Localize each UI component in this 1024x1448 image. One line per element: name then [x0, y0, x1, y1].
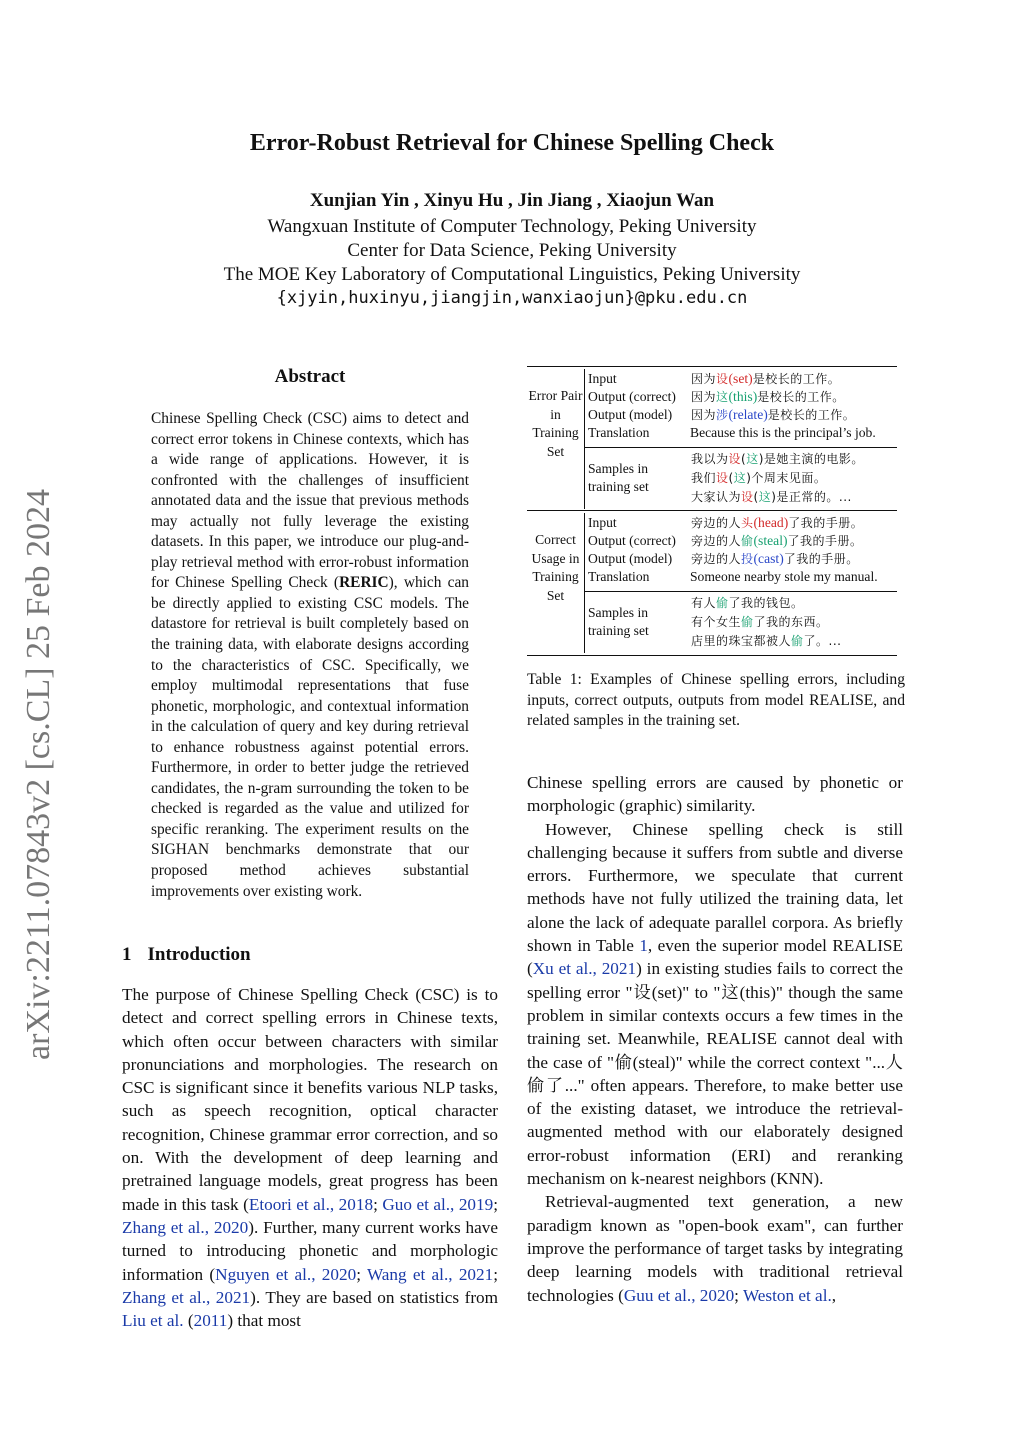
section-heading-introduction: 1 Introduction	[122, 944, 251, 965]
paper-title: Error-Robust Retrieval for Chinese Spelling Check	[249, 130, 775, 156]
example-output-correct: 因为这(this)是校长的工作。	[691, 389, 845, 404]
table-reference-link[interactable]: 1	[639, 936, 648, 956]
citation-link[interactable]: Weston et al.	[742, 1285, 832, 1305]
right-paragraph-3: Retrieval-augmented text generation, a new paradigm known as "open-book exam", can further improve the performance of target tasks by integrating deep learning models with traditional retrieval technologies (Guu et al., 2020; Weston et al.,	[527, 1192, 903, 1305]
training-sample: 店里的珠宝都被人偷了。...	[691, 634, 842, 648]
author-emails: {xjyin,huxinyu,jiangjin,wanxiaojun}@pku.edu.cn	[276, 288, 748, 308]
citation-link[interactable]: Etoori et al., 2018	[248, 1194, 374, 1214]
citation-link[interactable]: Guo et al., 2019	[382, 1194, 494, 1214]
table-middle-rule	[527, 510, 897, 511]
row-label: Output (model)	[588, 407, 673, 422]
samples-label: Samples in training set	[588, 461, 649, 494]
table-inner-rule	[584, 591, 897, 592]
row-label: Output (correct)	[588, 533, 676, 548]
group-label-error-pair: Error Pair in Training Set	[528, 388, 583, 459]
arxiv-identifier: arXiv:2211.07843v2 [cs.CL] 25 Feb 2024	[20, 488, 57, 1060]
abstract-heading: Abstract	[274, 366, 346, 387]
citation-link[interactable]: Liu et al.	[122, 1311, 184, 1331]
right-paragraph-1: Chinese spelling errors are caused by phonetic or morphologic (graphic) similarity.	[527, 773, 903, 816]
example-input: 因为设(set)是校长的工作。	[691, 371, 841, 386]
table-column-divider	[584, 513, 585, 653]
affiliation-1: Wangxuan Institute of Computer Technology, Peking University	[267, 216, 757, 237]
citation-link[interactable]: 2011	[193, 1311, 228, 1331]
training-sample: 我们设(这)个周末见面。	[691, 471, 827, 485]
citation-link[interactable]: Xu et al., 2021	[532, 959, 637, 979]
intro-paragraph-1: The purpose of Chinese Spelling Check (CSC) is to detect and correct spelling errors in Chinese texts, which often occur between characters with similar pronunciations and morphologies. The research on CSC is significant since it benefits various NLP tasks, such as speech recognition, optical character recognition, Chinese grammar error correction, and so on. With the development of deep learning and pretrained language models, great progress has been made in this task (Etoori et al., 2018; Guo et al., 2019; Zhang et al., 2020). Further, many current works have turned to introducing phonetic and morphologic information (Nguyen et al., 2020; Wang et al., 2021; Zhang et al., 2021). They are based on statistics from Liu et al. (2011) that most	[122, 985, 499, 1331]
row-label: Input	[588, 515, 617, 530]
method-acronym: RERIC	[339, 574, 389, 592]
citation-link[interactable]: Guu et al., 2020	[623, 1285, 735, 1305]
table-column-divider	[584, 369, 585, 509]
table-bottom-rule	[527, 655, 897, 656]
row-label: Input	[588, 371, 617, 386]
affiliation-3: The MOE Key Laboratory of Computational Linguistics, Peking University	[223, 264, 801, 285]
abstract-body: Chinese Spelling Check (CSC) aims to detect and correct error tokens in Chinese contexts, which has a wide range of applications. However, it is confronted with the challenges of insufficient annotated data and the issue that previous methods may actually not fully leverage the existing datasets. In this paper, we introduce our plug-and-play retrieval method with error-robust information for Chinese Spelling Check (RERIC), which can be directly applied to existing CSC models. The datastore for retrieval is built completely based on the training data, with elaborate designs according to the characteristics of CSC. Specifically, we employ multimodal representations that fuse phonetic, morphologic, and contextual information in the calculation of query and key during retrieval to enhance robustness against potential errors. Furthermore, in order to better judge the retrieved candidates, the n-gram surrounding the token to be checked is regarded as the value and utilized for specific reranking. The experiment results on the SIGHAN benchmarks demonstrate that our proposed method achieves substantial improvements over existing work.	[151, 410, 470, 900]
right-paragraph-2: However, Chinese spelling check is still challenging because it suffers from subtle and diverse errors. Furthermore, we speculate that current methods have not fully utilized the training data, let alone the lack of adequate parallel corpora. As briefly shown in Table 1, even the superior model REALISE (Xu et al., 2021) in existing studies fails to correct the spelling error "设(set)" to "这(this)" though the same problem in similar contexts occurs a few times in the training set. Meanwhile, REALISE cannot deal with the case of "偷(steal)" while the correct context "...人偷了..." often appears. Therefore, to make better use of the existing dataset, we introduce the retrieval-augmented method with our elaborately designed error-robust information (ERI) and reranking mechanism on k-nearest neighbors (KNN).	[527, 819, 903, 1189]
table-inner-rule	[584, 447, 897, 448]
row-label: Translation	[588, 569, 650, 584]
citation-link[interactable]: Wang et al., 2021	[366, 1264, 494, 1284]
example-output-correct: 旁边的人偷(steal)了我的手册。	[691, 533, 863, 548]
affiliation-2: Center for Data Science, Peking University	[347, 240, 677, 261]
table-1-caption: Table 1: Examples of Chinese spelling errors, including inputs, correct outputs, outputs from model REALISE, and related samples in the training set.	[527, 671, 905, 730]
group-label-correct-usage: Correct Usage in Training Set	[531, 532, 580, 603]
example-output-model: 旁边的人投(cast)了我的手册。	[691, 551, 859, 566]
samples-label: Samples in training set	[588, 605, 649, 638]
example-translation: Because this is the principal’s job.	[690, 425, 876, 440]
training-sample: 有人偷了我的钱包。	[691, 596, 804, 610]
citation-link[interactable]: Zhang et al., 2020	[122, 1217, 249, 1237]
row-label: Output (model)	[588, 551, 673, 566]
example-input: 旁边的人头(head)了我的手册。	[691, 515, 864, 530]
training-sample: 我以为设(这)是她主演的电影。	[691, 452, 864, 466]
example-output-model: 因为涉(relate)是校长的工作。	[691, 407, 856, 422]
training-sample: 有个女生偷了我的东西。	[691, 615, 829, 629]
right-column-text	[527, 771, 903, 1307]
row-label: Output (correct)	[588, 389, 676, 404]
citation-link[interactable]: Nguyen et al., 2020	[215, 1264, 357, 1284]
table-top-rule	[527, 366, 897, 367]
row-label: Translation	[588, 425, 650, 440]
example-translation: Someone nearby stole my manual.	[690, 569, 878, 584]
author-list: Xunjian Yin , Xinyu Hu , Jin Jiang , Xiaojun Wan	[309, 190, 715, 211]
citation-link[interactable]: Zhang et al., 2021	[122, 1287, 251, 1307]
training-sample: 大家认为设(这)是正常的。...	[691, 490, 852, 504]
